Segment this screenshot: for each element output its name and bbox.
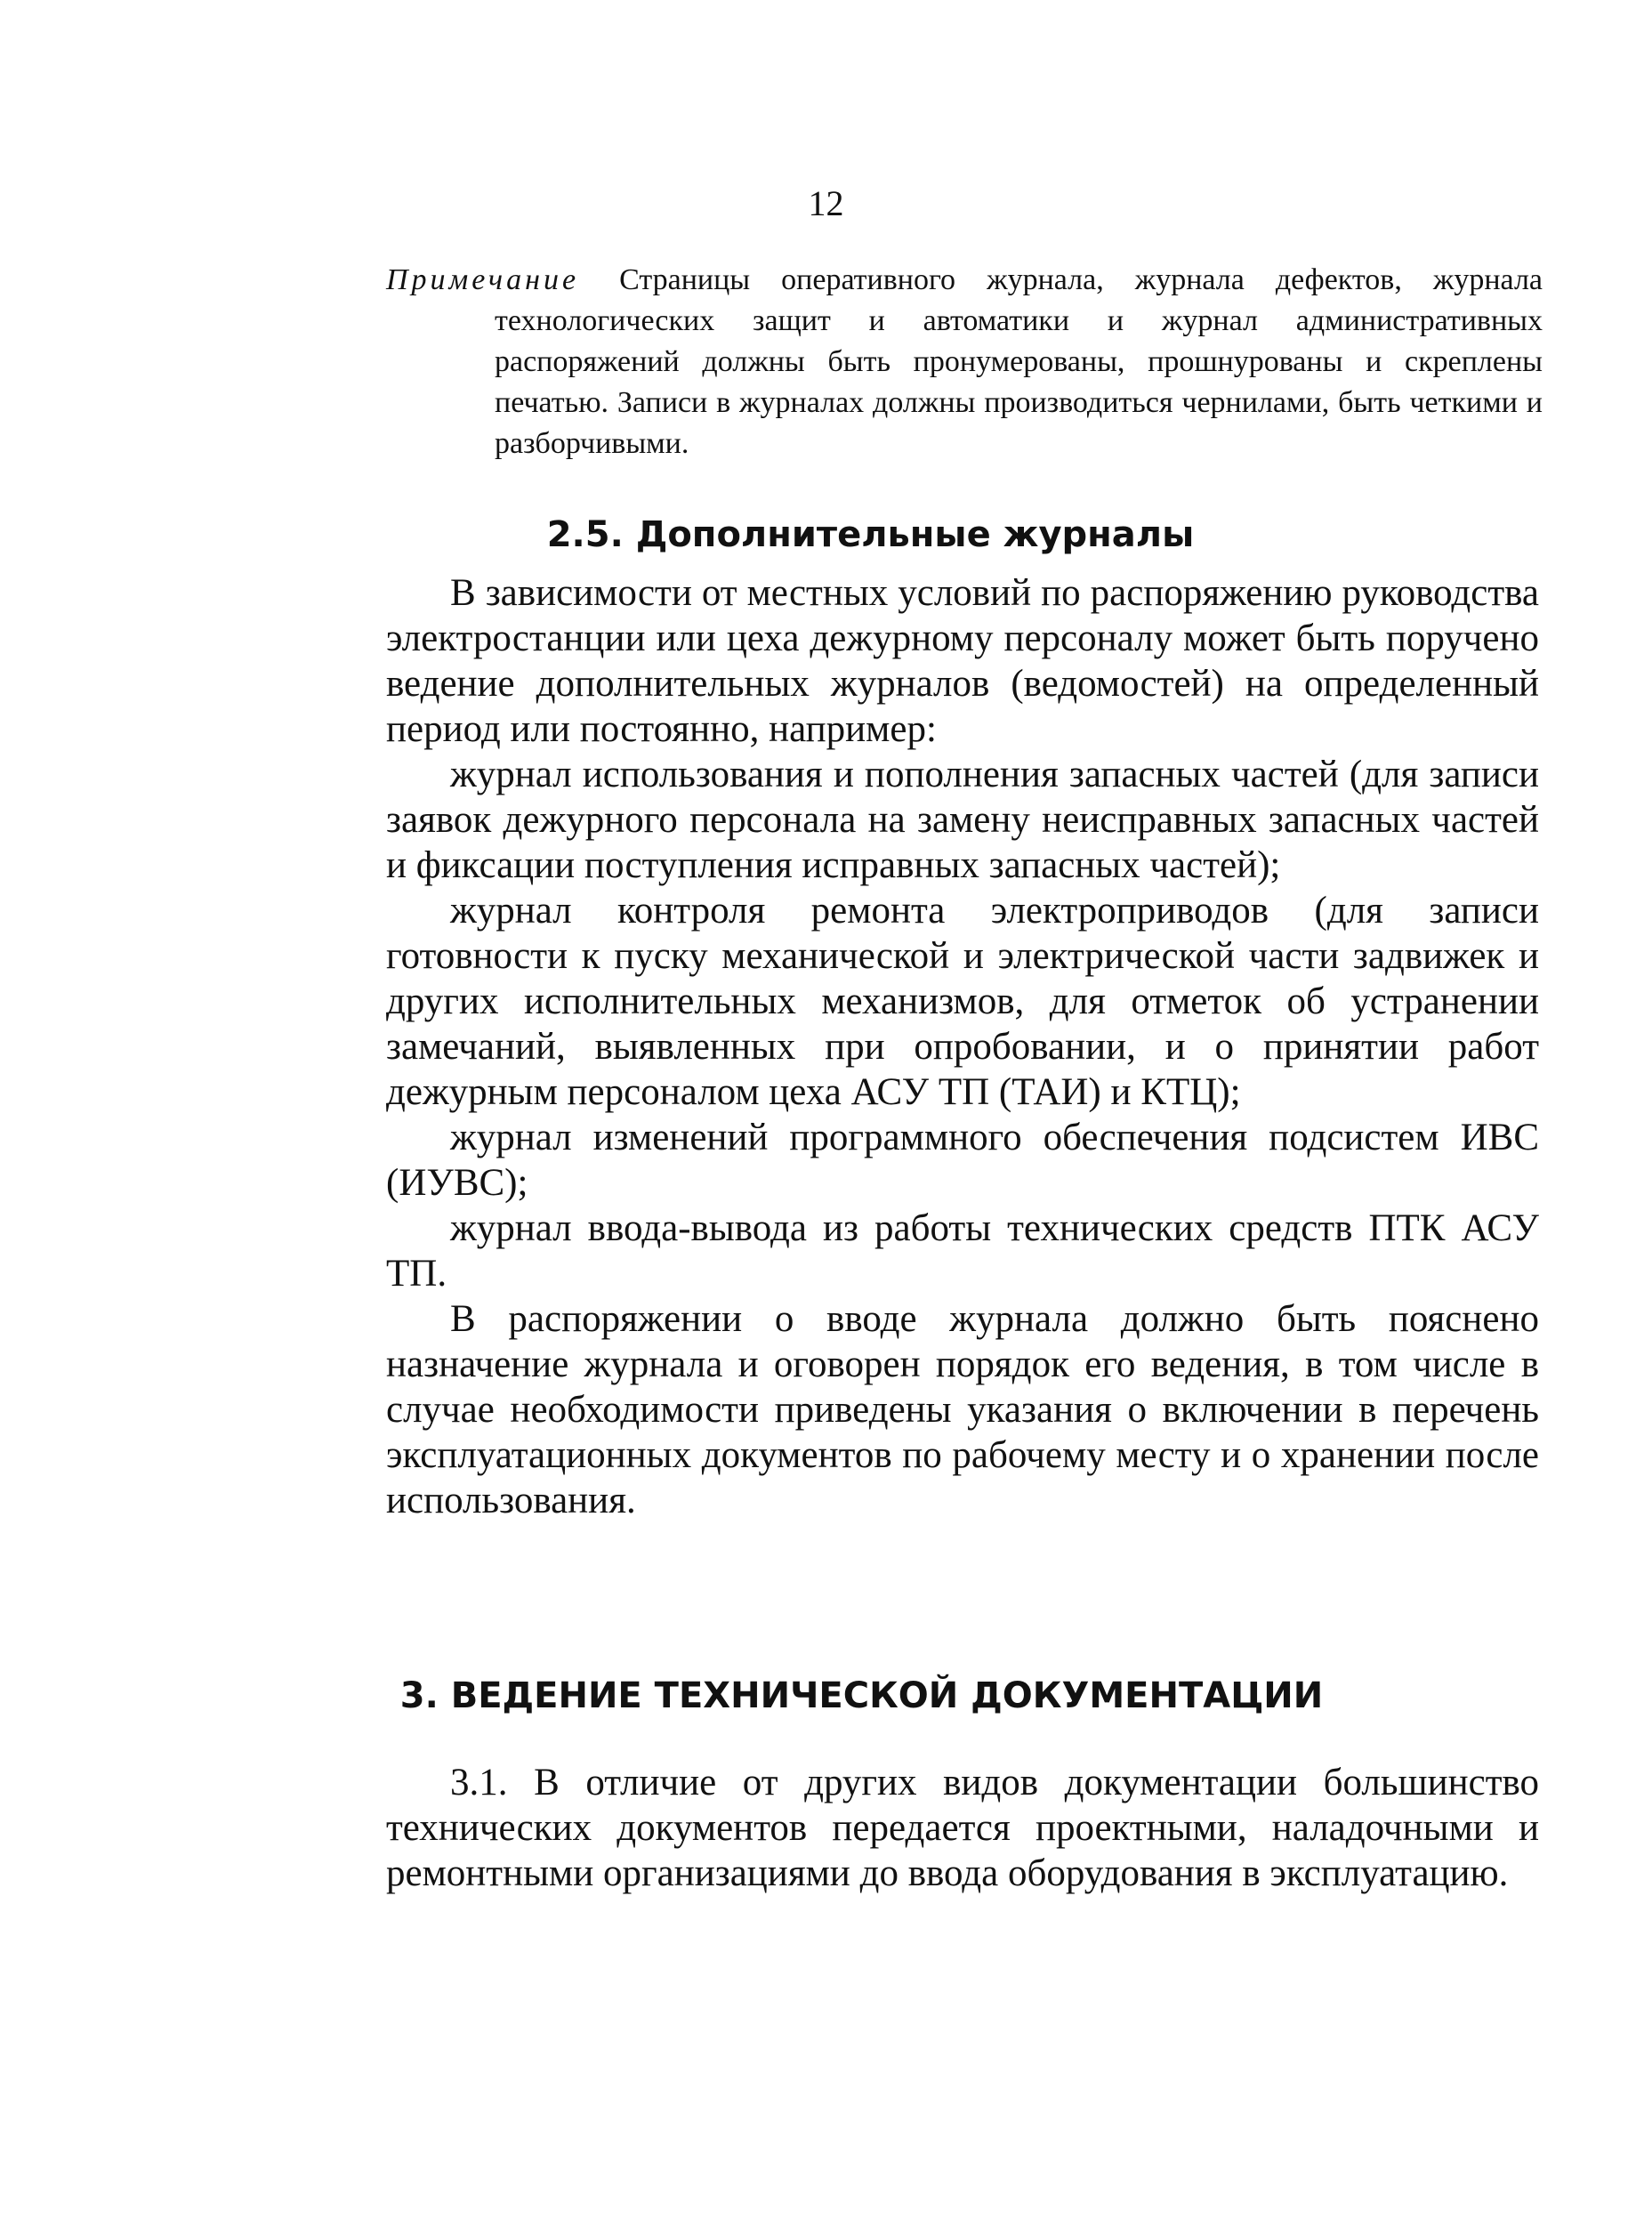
section-3-body	[386, 1760, 1539, 1896]
page-number: 12	[808, 183, 844, 223]
paragraph-drive-repair-journal: журнал контроля ремонта электроприводов (для записи готовности к пуску механической и электрической части задвижек и других исполнительных механизмов, для отметок об устранении замечаний, выявленных при опробовании, и о принятии работ дежурным персоналом цеха АСУ ТП (ТАИ) и КТЦ);	[386, 890, 1539, 1113]
section-2-5-body	[386, 570, 1539, 1523]
note-text: Страницы оперативного журнала, журнала дефектов, журнала технологических защит и автоматики и журнал административных распоряжений должны быть пронумерованы, прошнурованы и скреплены печатью. Записи в журналах должны производиться чернилами, быть четкими и разборчивыми.	[495, 263, 1543, 460]
paragraph-intro: В зависимости от местных условий по распоряжению руководства электростанции или цеха дежурному персоналу может быть поручено ведение дополнительных журналов (ведомостей) на определенный период или постоянно, например:	[386, 572, 1539, 750]
paragraph-software-journal: журнал изменений программного обеспечения подсистем ИВС (ИУВС);	[386, 1117, 1539, 1204]
section-heading-2-5: 2.5. Дополнительные журналы	[546, 514, 1195, 555]
section-heading-3: 3. ВЕДЕНИЕ ТЕХНИЧЕСКОЙ ДОКУМЕНТАЦИИ	[399, 1675, 1324, 1716]
note-block	[386, 260, 1543, 464]
paragraph-spare-parts-journal: журнал использования и пополнения запасных частей (для записи заявок дежурного персонала на замену неисправных запасных частей и фиксации поступления исправных запасных частей);	[386, 754, 1539, 886]
paragraph-3-1: 3.1. В отличие от других видов документации большинство технических документов передается проектными, наладочными и ремонтными организациями до ввода оборудования в эксплуатацию.	[386, 1762, 1539, 1894]
note-body	[386, 260, 1543, 464]
note-label: Примечание	[386, 263, 580, 296]
paragraph-io-journal: журнал ввода-вывода из работы технических средств ПТК АСУ ТП.	[386, 1207, 1539, 1295]
paragraph-order-note: В распоряжении о вводе журнала должно быть пояснено назначение журнала и оговорен порядок его ведения, в том числе в случае необходимости приведены указания о включении в перечень эксплуатационных документов по рабочему месту и о хранении после использования.	[386, 1298, 1539, 1521]
